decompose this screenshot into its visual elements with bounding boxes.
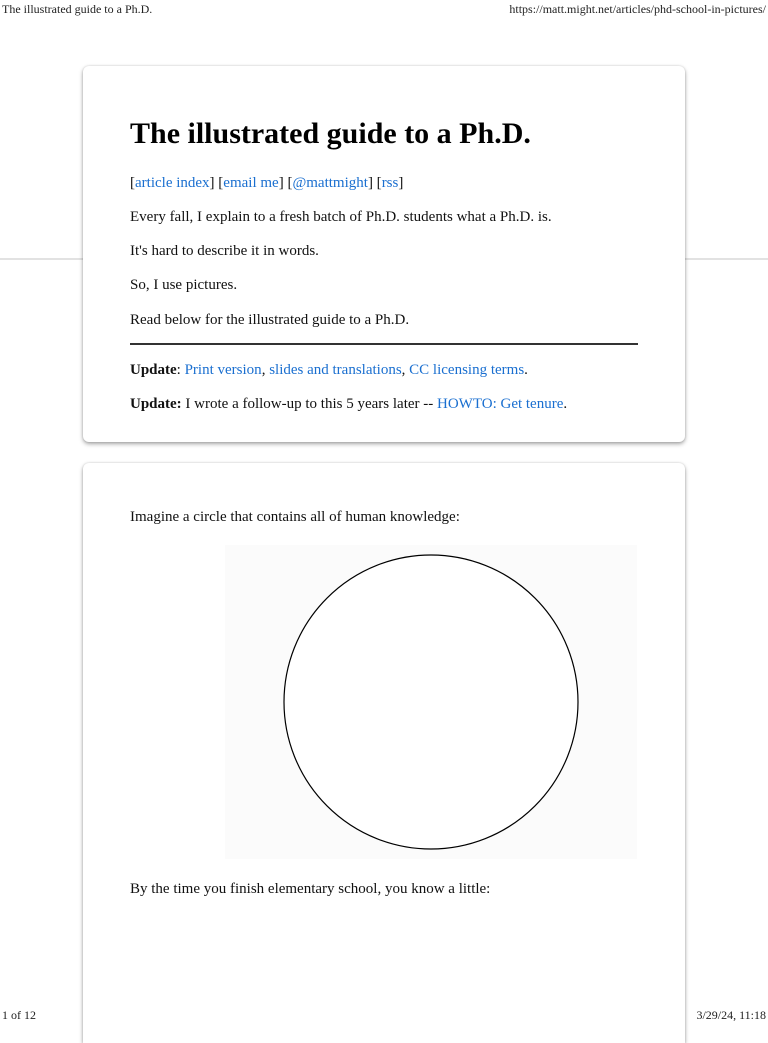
article-index-link[interactable]: article index <box>135 175 210 191</box>
update-line-2 <box>130 394 567 414</box>
print-header-title: The illustrated guide to a Ph.D. <box>2 2 153 16</box>
update-label: Update <box>130 362 177 378</box>
imagine-paragraph: Imagine a circle that contains all of human knowledge: <box>130 509 460 525</box>
page-title: The illustrated guide to a Ph.D. <box>130 117 531 150</box>
rss-link[interactable]: rss <box>381 175 399 191</box>
update-separator: : <box>176 362 185 378</box>
update-label-2: Update: <box>130 396 182 412</box>
print-footer <box>0 1006 768 1024</box>
update-end: . <box>524 362 528 378</box>
slides-translations-link[interactable]: slides and translations <box>269 362 402 378</box>
intro-paragraph-4: Read below for the illustrated guide to a Ph.D. <box>130 312 410 328</box>
knowledge-circle <box>284 555 578 849</box>
knowledge-circle-figure <box>225 545 637 859</box>
print-header <box>0 0 768 18</box>
horizontal-rule <box>130 343 638 345</box>
update-2-end: . <box>563 396 568 412</box>
print-footer-page: 1 of 12 <box>2 1008 36 1022</box>
section-card <box>83 463 685 1043</box>
elementary-paragraph: By the time you finish elementary school, you know a little: <box>130 881 491 897</box>
knowledge-circle-svg <box>225 545 637 859</box>
update-2-text: I wrote a follow-up to this 5 years later -- <box>181 396 438 412</box>
article-header-card <box>83 66 685 442</box>
cc-licensing-link[interactable]: CC licensing terms <box>409 362 525 378</box>
print-footer-datetime: 3/29/24, 11:18 <box>696 1008 766 1022</box>
print-version-link[interactable]: Print version <box>184 362 262 378</box>
update-line-1: Update: Print version, slides and translations, CC licensing terms. <box>130 362 528 378</box>
article-nav: [article index] [email me] [@mattmight] [rss] <box>130 175 404 191</box>
intro-paragraph-2: It's hard to describe it in words. <box>130 243 319 259</box>
twitter-link[interactable]: @mattmight <box>292 175 368 191</box>
email-me-link[interactable]: email me <box>223 175 279 191</box>
intro-paragraph-3: So, I use pictures. <box>130 277 238 293</box>
print-header-url: https://matt.might.net/articles/phd-school-in-pictures/ <box>509 2 766 16</box>
howto-get-tenure-link[interactable]: HOWTO: Get tenure <box>437 396 564 412</box>
intro-paragraph-1: Every fall, I explain to a fresh batch of Ph.D. students what a Ph.D. is. <box>130 209 552 225</box>
